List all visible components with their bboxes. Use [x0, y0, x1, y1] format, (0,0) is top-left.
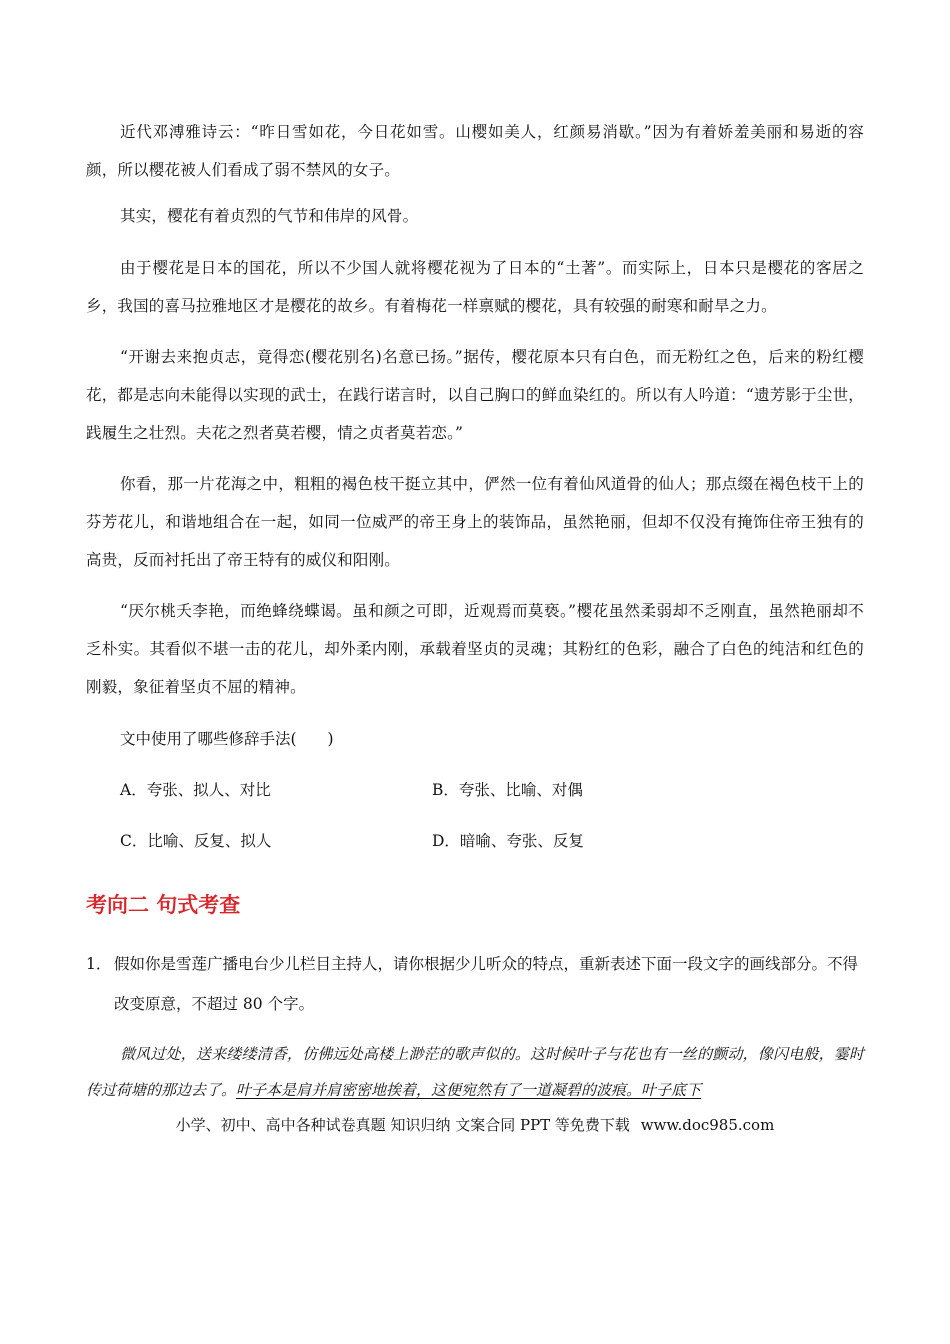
paragraph-1: 近代邓溥雅诗云：“昨日雪如花，今日花如雪。山樱如美人，红颜易消歇。”因为有着娇羞美丽和易逝的容颜，所以樱花被人们看成了弱不禁风的女子。 — [86, 123, 864, 179]
question-number: 1． — [86, 955, 112, 973]
footer-url: www.doc985.com — [640, 1116, 775, 1134]
paragraph-5: 你看，那一片花海之中，粗粗的褐色枝干挺立其中，俨然一位有着仙风道骨的仙人；那点缀在褐色枝干上的芬芳花儿，和谐地组合在一起，如同一位威严的帝王身上的装饰品，虽然艳丽，但却不仅没有掩饰住帝王独有的高贵，反而衬托出了帝王特有的威仪和阳刚。 — [86, 475, 864, 569]
paragraph-4: “开谢去来抱贞志，竟得恋(樱花别名)名意已扬。”据传，樱花原本只有白色，而无粉红之色，后来的粉红樱花，都是志向未能得以实现的武士，在践行诺言时，以自己胸口的鲜血染红的。所以有人吟道：“遗芳影于尘世，践履生之壮烈。夫花之烈者莫若樱，情之贞者莫若恋。” — [86, 348, 864, 442]
paragraph-2: 其实，樱花有着贞烈的气节和伟岸的风骨。 — [120, 207, 419, 225]
option-c: C．比喻、反复、拟人 — [120, 832, 272, 850]
passage-underlined-text: 叶子本是肩并肩密密地挨着，这便宛然有了一道凝碧的波痕。叶子底下 — [236, 1081, 702, 1099]
option-a: A．夸张、拟人、对比 — [120, 781, 271, 799]
passage-plain-text: 微风过处，送来缕缕清香，仿佛远处高楼上渺茫的歌声似的。这时候叶子与花也有一丝的颤动，像闪电般，霎时传过荷塘的那边去了。 — [86, 1045, 864, 1099]
paragraph-6: “厌尔桃夭李艳，而绝蜂绕蝶谒。虽和颜之可即，近观焉而莫亵。”樱花虽然柔弱却不乏刚直，虽然艳丽却不乏朴实。其看似不堪一击的花儿，却外柔内刚，承载着坚贞的灵魂；其粉红的色彩，融合了白色的纯洁和红色的刚毅，象征着坚贞不屈的精神。 — [86, 602, 864, 696]
section-heading: 考向二 句式考查 — [86, 893, 241, 917]
option-b: B．夸张、比喻、对偶 — [432, 781, 583, 799]
source-passage — [86, 1036, 864, 1108]
option-d: D．暗喻、夸张、反复 — [432, 832, 584, 850]
footer-text: 小学、初中、高中各种试卷真题 知识归纳 文案合同 PPT 等免费下载 — [175, 1116, 630, 1134]
question-text: 假如你是雪莲广播电台少儿栏目主持人，请你根据少儿听众的特点，重新表述下面一段文字的画线部分。不得改变原意，不超过 80 个字。 — [114, 955, 859, 1013]
question-item-1 — [86, 944, 864, 1024]
page-footer — [0, 1114, 950, 1135]
question-prompt: 文中使用了哪些修辞手法( ) — [120, 730, 334, 748]
paragraph-3: 由于樱花是日本的国花，所以不少国人就将樱花视为了日本的“土著”。而实际上，日本只是樱花的客居之乡，我国的喜马拉雅地区才是樱花的故乡。有着梅花一样禀赋的樱花，具有较强的耐寒和耐旱之力。 — [86, 259, 864, 315]
